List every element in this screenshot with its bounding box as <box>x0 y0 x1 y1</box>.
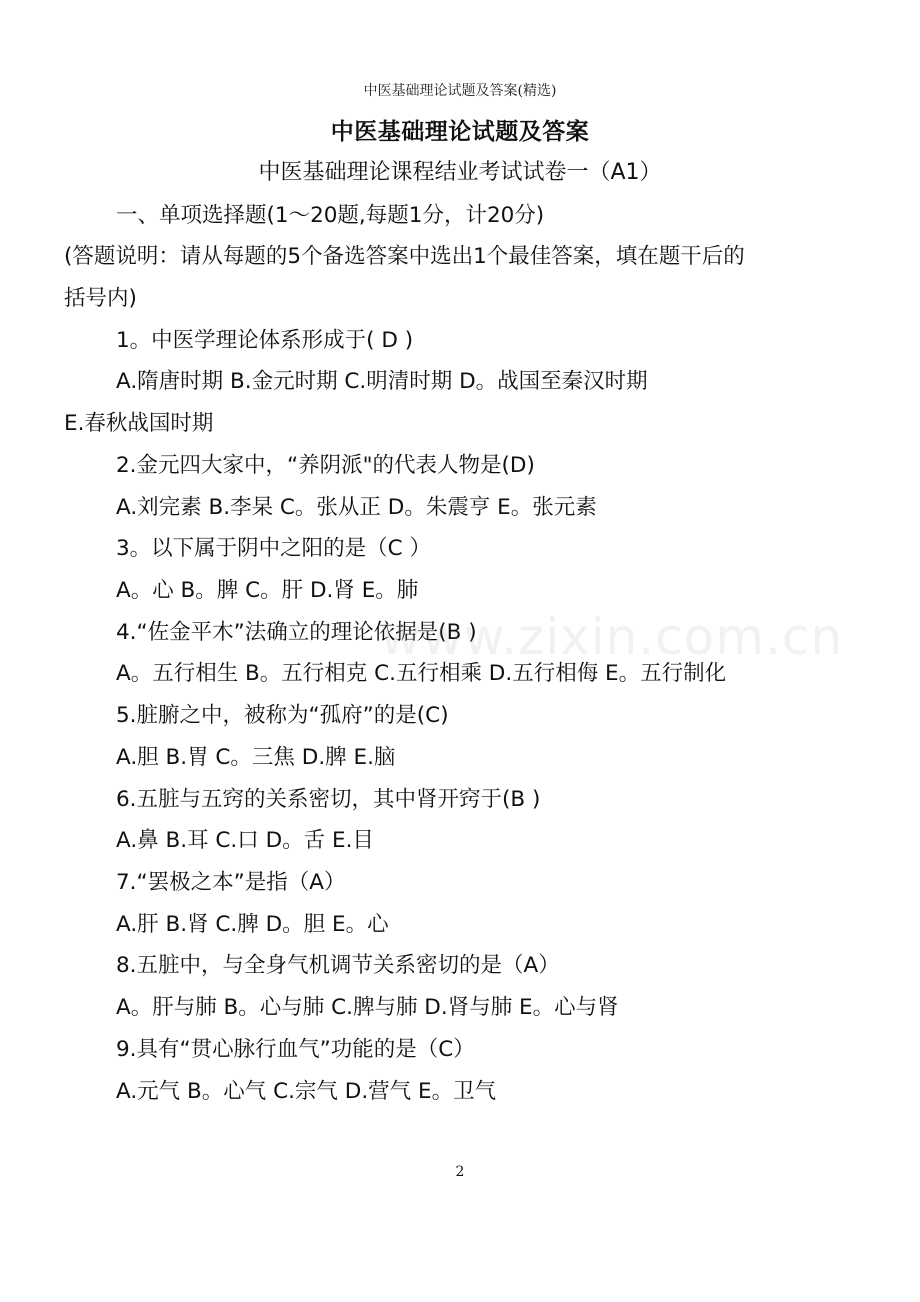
question-options: A.元气 B。心气 C.宗气 D.营气 E。卫气 <box>116 1079 497 1104</box>
instructions-line-2: 括号内) <box>64 286 137 311</box>
exam-subtitle: 中医基础理论课程结业考试试卷一（A1） <box>258 160 662 185</box>
question-options: A.刘完素 B.李杲 C。张从正 D。朱震亨 E。张元素 <box>116 495 597 520</box>
question-options: A.胆 B.胃 C。三焦 D.脾 E.脑 <box>116 745 396 770</box>
watermark: www.zixin.com.cn <box>380 608 844 666</box>
question-options: A。肝与肺 B。心与肺 C.脾与肺 D.肾与肺 E。心与肾 <box>116 995 619 1020</box>
instructions-line-1: (答题说明：请从每题的5个备选答案中选出1个最佳答案，填在题干后的 <box>64 244 745 269</box>
question-stem: 1。中医学理论体系形成于( D ) <box>116 328 414 353</box>
question-stem: 6.五脏与五窍的关系密切，其中肾开窍于(B ) <box>116 787 541 812</box>
question-options: A.鼻 B.耳 C.口 D。舌 E.目 <box>116 828 374 853</box>
question-stem: 3。以下属于阴中之阳的是（C ） <box>116 536 432 561</box>
question-options: A。五行相生 B。五行相克 C.五行相乘 D.五行相侮 E。五行制化 <box>116 661 727 686</box>
page-number: 2 <box>455 1164 465 1180</box>
question-options: A.隋唐时期 B.金元时期 C.明清时期 D。战国至秦汉时期 <box>116 369 648 394</box>
running-header: 中医基础理论试题及答案(精选) <box>363 83 557 99</box>
question-options: A。心 B。脾 C。肝 D.肾 E。肺 <box>116 578 419 603</box>
question-stem: 8.五脏中，与全身气机调节关系密切的是（A） <box>116 953 560 978</box>
section-heading: 一、单项选择题(1～20题,每题1分，计20分) <box>116 203 545 228</box>
question-stem: 2.金元四大家中，“养阴派"的代表人物是(D) <box>116 453 535 478</box>
question-stem: 7.“罢极之本”是指（A） <box>116 870 346 895</box>
question-stem: 4.“佐金平木”法确立的理论依据是(B ) <box>116 620 477 645</box>
question-options: A.肝 B.肾 C.脾 D。胆 E。心 <box>116 912 389 937</box>
question-options-continued: E.春秋战国时期 <box>64 411 214 436</box>
question-stem: 9.具有“贯心脉行血气”功能的是（C） <box>116 1037 475 1062</box>
page-title: 中医基础理论试题及答案 <box>330 119 590 145</box>
question-stem: 5.脏腑之中，被称为“孤府”的是(C) <box>116 703 449 728</box>
